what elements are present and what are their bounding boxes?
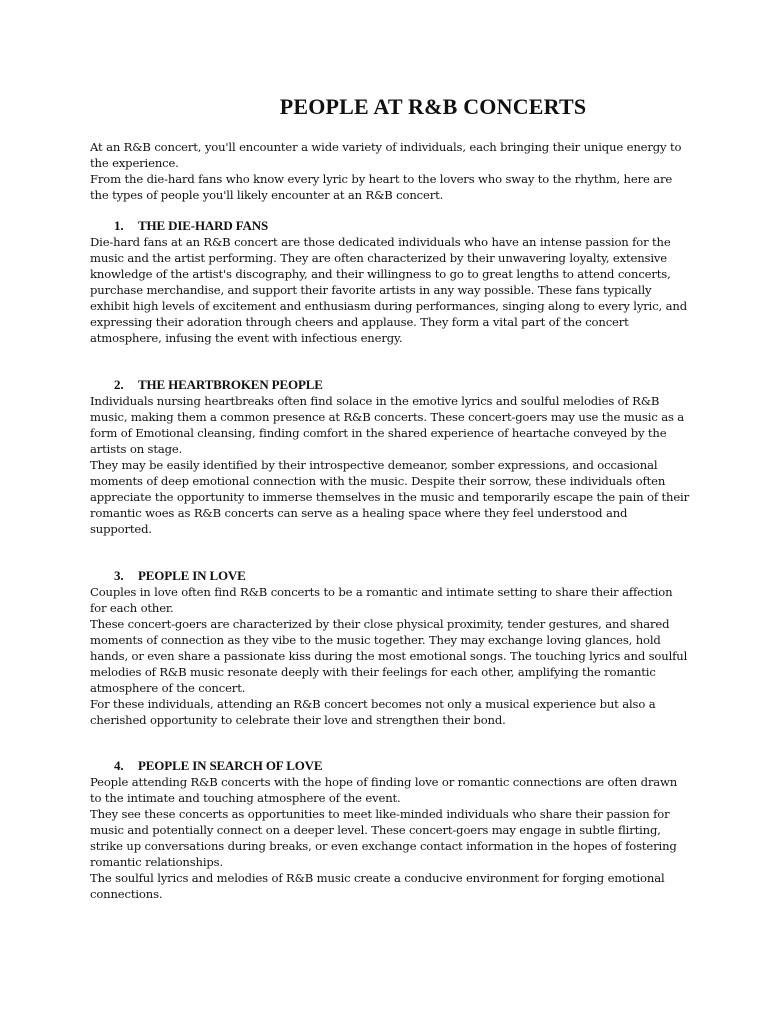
section-heading-text: PEOPLE IN SEARCH OF LOVE (138, 758, 323, 773)
section-number: 2. (114, 377, 124, 392)
section-number: 4. (114, 758, 124, 773)
section-die-hard-fans (90, 218, 690, 346)
page-title: PEOPLE AT R&B CONCERTS (279, 94, 587, 119)
section-heading (90, 758, 690, 774)
section-paragraph: People attending R&B concerts with the hope of finding love or romantic connections are often drawn to the intimate and touching atmosphere of the event. (90, 775, 678, 805)
section-paragraph: They see these concerts as opportunities to meet like-minded individuals who share their passion for music and potentially connect on a deeper level. These concert-goers may engage in subtle flirting, strike up conversations during breaks, or even exchange contact information in the hopes of fostering romantic relationships. (90, 807, 677, 869)
section-heading (90, 377, 690, 393)
section-paragraph: Individuals nursing heartbreaks often find solace in the emotive lyrics and soulful melodies of R&B music, making them a common presence at R&B concerts. These concert-goers may use the music as a form of Emotional cleansing, finding comfort in the shared experience of heartache conveyed by the artists on stage. (90, 394, 685, 456)
section-heading-text: THE HEARTBROKEN PEOPLE (138, 377, 323, 392)
section-heading (90, 218, 690, 234)
section-paragraph: These concert-goers are characterized by their close physical proximity, tender gestures, and shared moments of connection as they vibe to the music together. They may exchange loving glances, hold hands, or even share a passionate kiss during the most emotional songs. The touching lyrics and soulful melodies of R&B music resonate deeply with their feelings for each other, amplifying the romantic atmosphere of the concert. (90, 617, 688, 695)
section-heading-text: PEOPLE IN LOVE (138, 568, 246, 583)
section-paragraph: They may be easily identified by their introspective demeanor, somber expressions, and occasional moments of deep emotional connection with the music. Despite their sorrow, these individuals often appreciate the opportunity to immerse themselves in the music and temporarily escape the pain of their romantic woes as R&B concerts can serve as a healing space where they feel understood and supported. (90, 458, 689, 536)
section-paragraph: The soulful lyrics and melodies of R&B music create a conducive environment for forging emotional connections. (90, 871, 665, 901)
intro-paragraph: From the die-hard fans who know every lyric by heart to the lovers who sway to the rhythm, here are the types of people you'll likely encounter at an R&B concert. (90, 172, 673, 202)
intro-block (90, 139, 690, 203)
section-number: 1. (114, 218, 124, 233)
section-people-in-love (90, 568, 690, 728)
section-paragraph: Die-hard fans at an R&B concert are those dedicated individuals who have an intense passion for the music and the artist performing. They are often characterized by their unwavering loyalty, extensive knowledge of the artist's discography, and their willingness to go to great lengths to attend concerts, purchase merchandise, and support their favorite artists in any way possible. These fans typically exhibit high levels of excitement and enthusiasm during performances, singing along to every lyric, and expressing their adoration through cheers and applause. They form a vital part of the concert atmosphere, infusing the event with infectious energy. (90, 235, 687, 345)
section-heartbroken-people (90, 377, 690, 537)
section-heading-text: THE DIE-HARD FANS (138, 218, 269, 233)
intro-paragraph: At an R&B concert, you'll encounter a wide variety of individuals, each bringing their unique energy to the experience. (90, 140, 682, 170)
section-number: 3. (114, 568, 124, 583)
section-people-in-search-of-love (90, 758, 690, 902)
section-paragraph: For these individuals, attending an R&B concert becomes not only a musical experience but also a cherished opportunity to celebrate their love and strengthen their bond. (90, 697, 656, 727)
section-heading (90, 568, 690, 584)
section-paragraph: Couples in love often find R&B concerts to be a romantic and intimate setting to share their affection for each other. (90, 585, 673, 615)
